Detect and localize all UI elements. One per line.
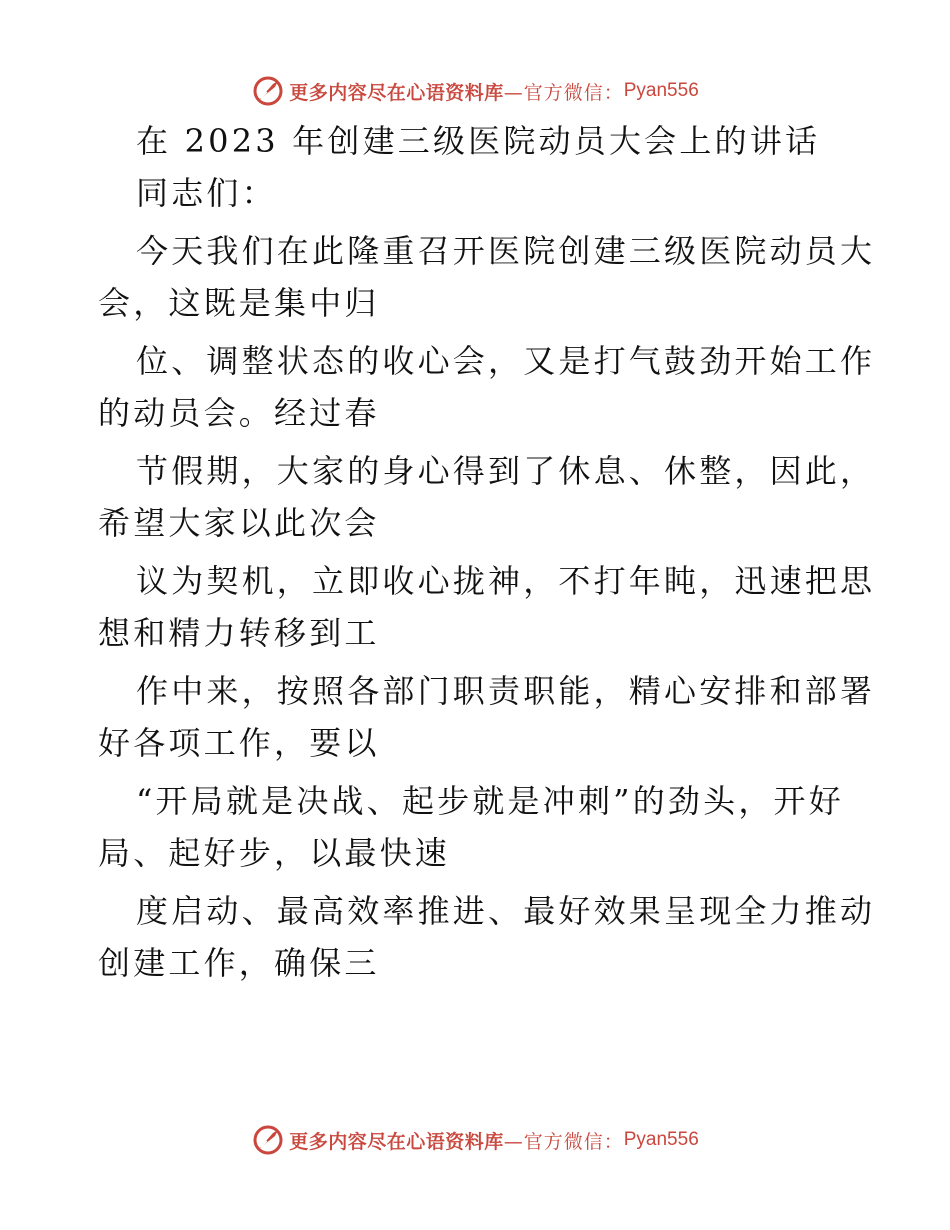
text-line: 议为契机，立即收心拢神，不打年盹，迅速把思 [136,562,876,600]
watermark-main-text: 更多内容尽在心语资料库 [289,81,504,104]
text-line: 好各项工作，要以 [98,724,380,762]
text-line: 希望大家以此次会 [98,504,380,542]
text-line: 创建工作，确保三 [98,944,380,982]
text-line: 节假期，大家的身心得到了休息、休整，因此， [136,452,876,490]
text-line: 今天我们在此隆重召开医院创建三级医院动员大 [136,232,876,270]
text-line: 位、调整状态的收心会，又是打气鼓劲开始工作 [136,342,876,380]
document-title: 在 2023 年创建三级医院动员大会上的讲话 [136,122,821,160]
text-line: 想和精力转移到工 [98,614,380,652]
text-line: “开局就是决战、起步就是冲刺”的劲头，开好 [136,782,844,820]
watermark-sub-text: —官方微信： [503,1130,624,1153]
feather-pen-logo-icon [251,74,285,108]
salutation: 同志们： [136,174,277,212]
feather-pen-logo-icon [251,1123,285,1157]
text-line: 局、起好步，以最快速 [98,834,451,872]
text-line: 度启动、最高效率推进、最好效果呈现全力推动 [136,892,876,930]
text-line: 作中来，按照各部门职责职能，精心安排和部署 [136,672,876,710]
watermark-sub-text: —官方微信： [503,81,624,104]
document-body [98,122,876,982]
watermark-wechat-id: Pyan556 [623,80,699,101]
header-watermark [0,71,950,111]
watermark-wechat-id: Pyan556 [623,1129,699,1150]
text-line: 的动员会。经过春 [98,394,380,432]
watermark-main-text: 更多内容尽在心语资料库 [289,1130,504,1153]
text-line: 会，这既是集中归 [98,284,380,322]
footer-watermark [0,1120,950,1160]
